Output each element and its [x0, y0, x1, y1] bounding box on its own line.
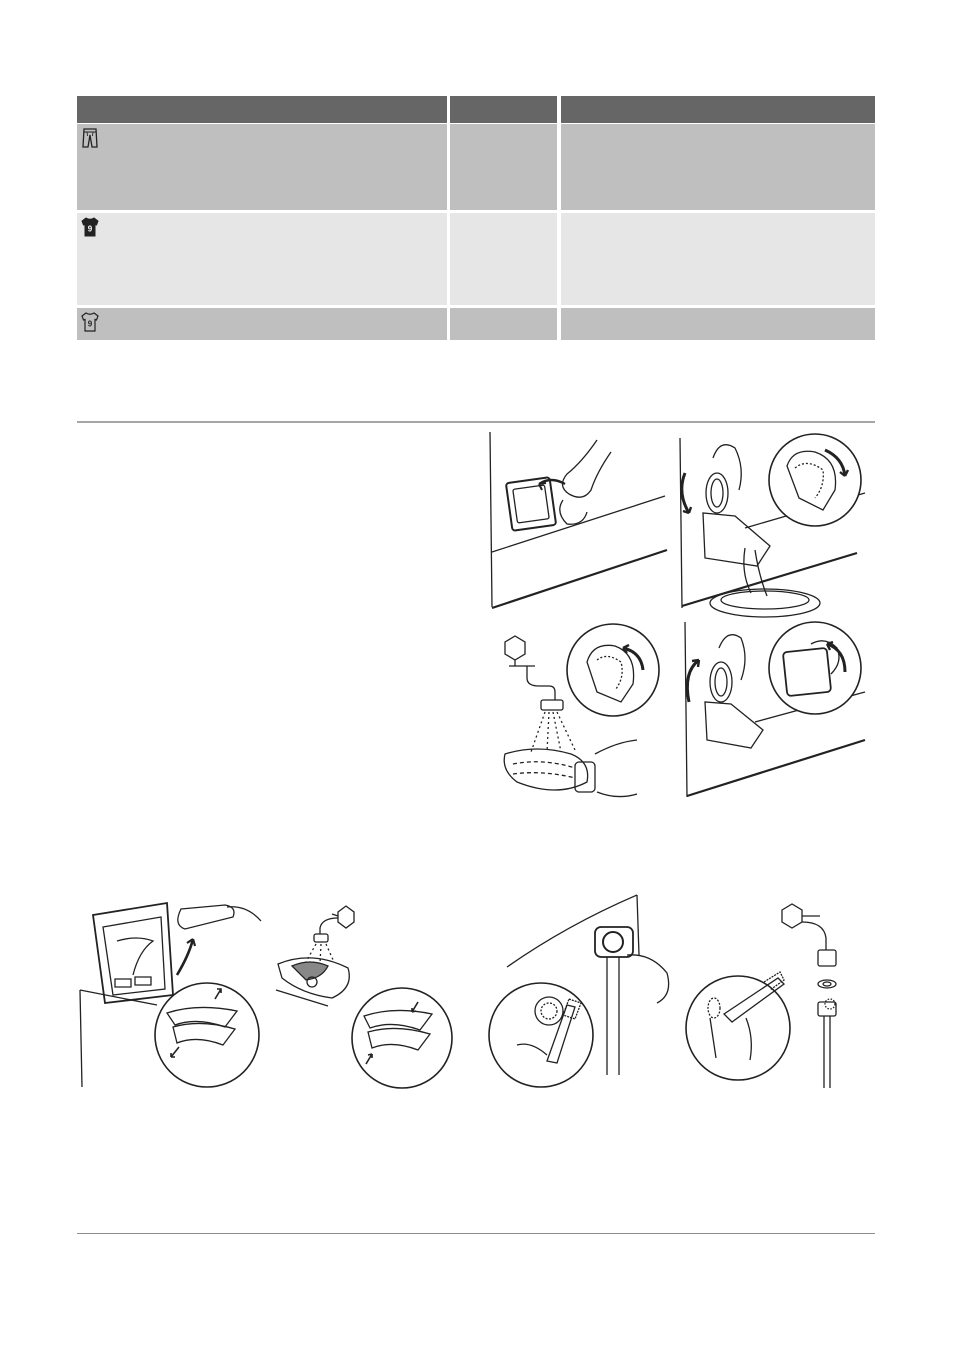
table-row	[77, 308, 875, 340]
table-cell	[561, 308, 875, 340]
illustration-open-flap	[487, 432, 667, 612]
table-cell	[450, 124, 557, 210]
footer-divider	[77, 1233, 875, 1234]
illustration-refit-and-close	[675, 622, 870, 800]
header-cell-2	[450, 96, 557, 123]
illustration-unscrew-and-drain	[675, 438, 870, 613]
trousers-icon	[80, 127, 100, 149]
shirt-outline-9-icon	[80, 311, 100, 333]
table-cell	[77, 124, 447, 210]
svg-text:9: 9	[87, 319, 93, 329]
svg-text:9: 9	[87, 224, 93, 234]
table-cell	[77, 308, 447, 340]
table-cell	[77, 213, 447, 305]
illustration-rinse-dispenser	[272, 898, 464, 1090]
table-cell	[450, 308, 557, 340]
illustration-clean-hose-filter-tap	[684, 898, 876, 1090]
shirt-filled-9-icon	[80, 216, 100, 238]
table-row	[77, 124, 875, 210]
table-header-row	[77, 96, 875, 123]
illustration-clean-inlet-filter-back	[487, 895, 679, 1090]
section-divider	[77, 421, 875, 423]
header-cell-3	[561, 96, 875, 123]
illustration-rinse-filter-under-tap	[487, 622, 667, 807]
table-cell	[561, 213, 875, 305]
table-cell	[450, 213, 557, 305]
table-cell	[561, 124, 875, 210]
header-cell-1	[77, 96, 447, 123]
illustration-remove-detergent-dispenser	[77, 895, 267, 1090]
table-row	[77, 213, 875, 305]
